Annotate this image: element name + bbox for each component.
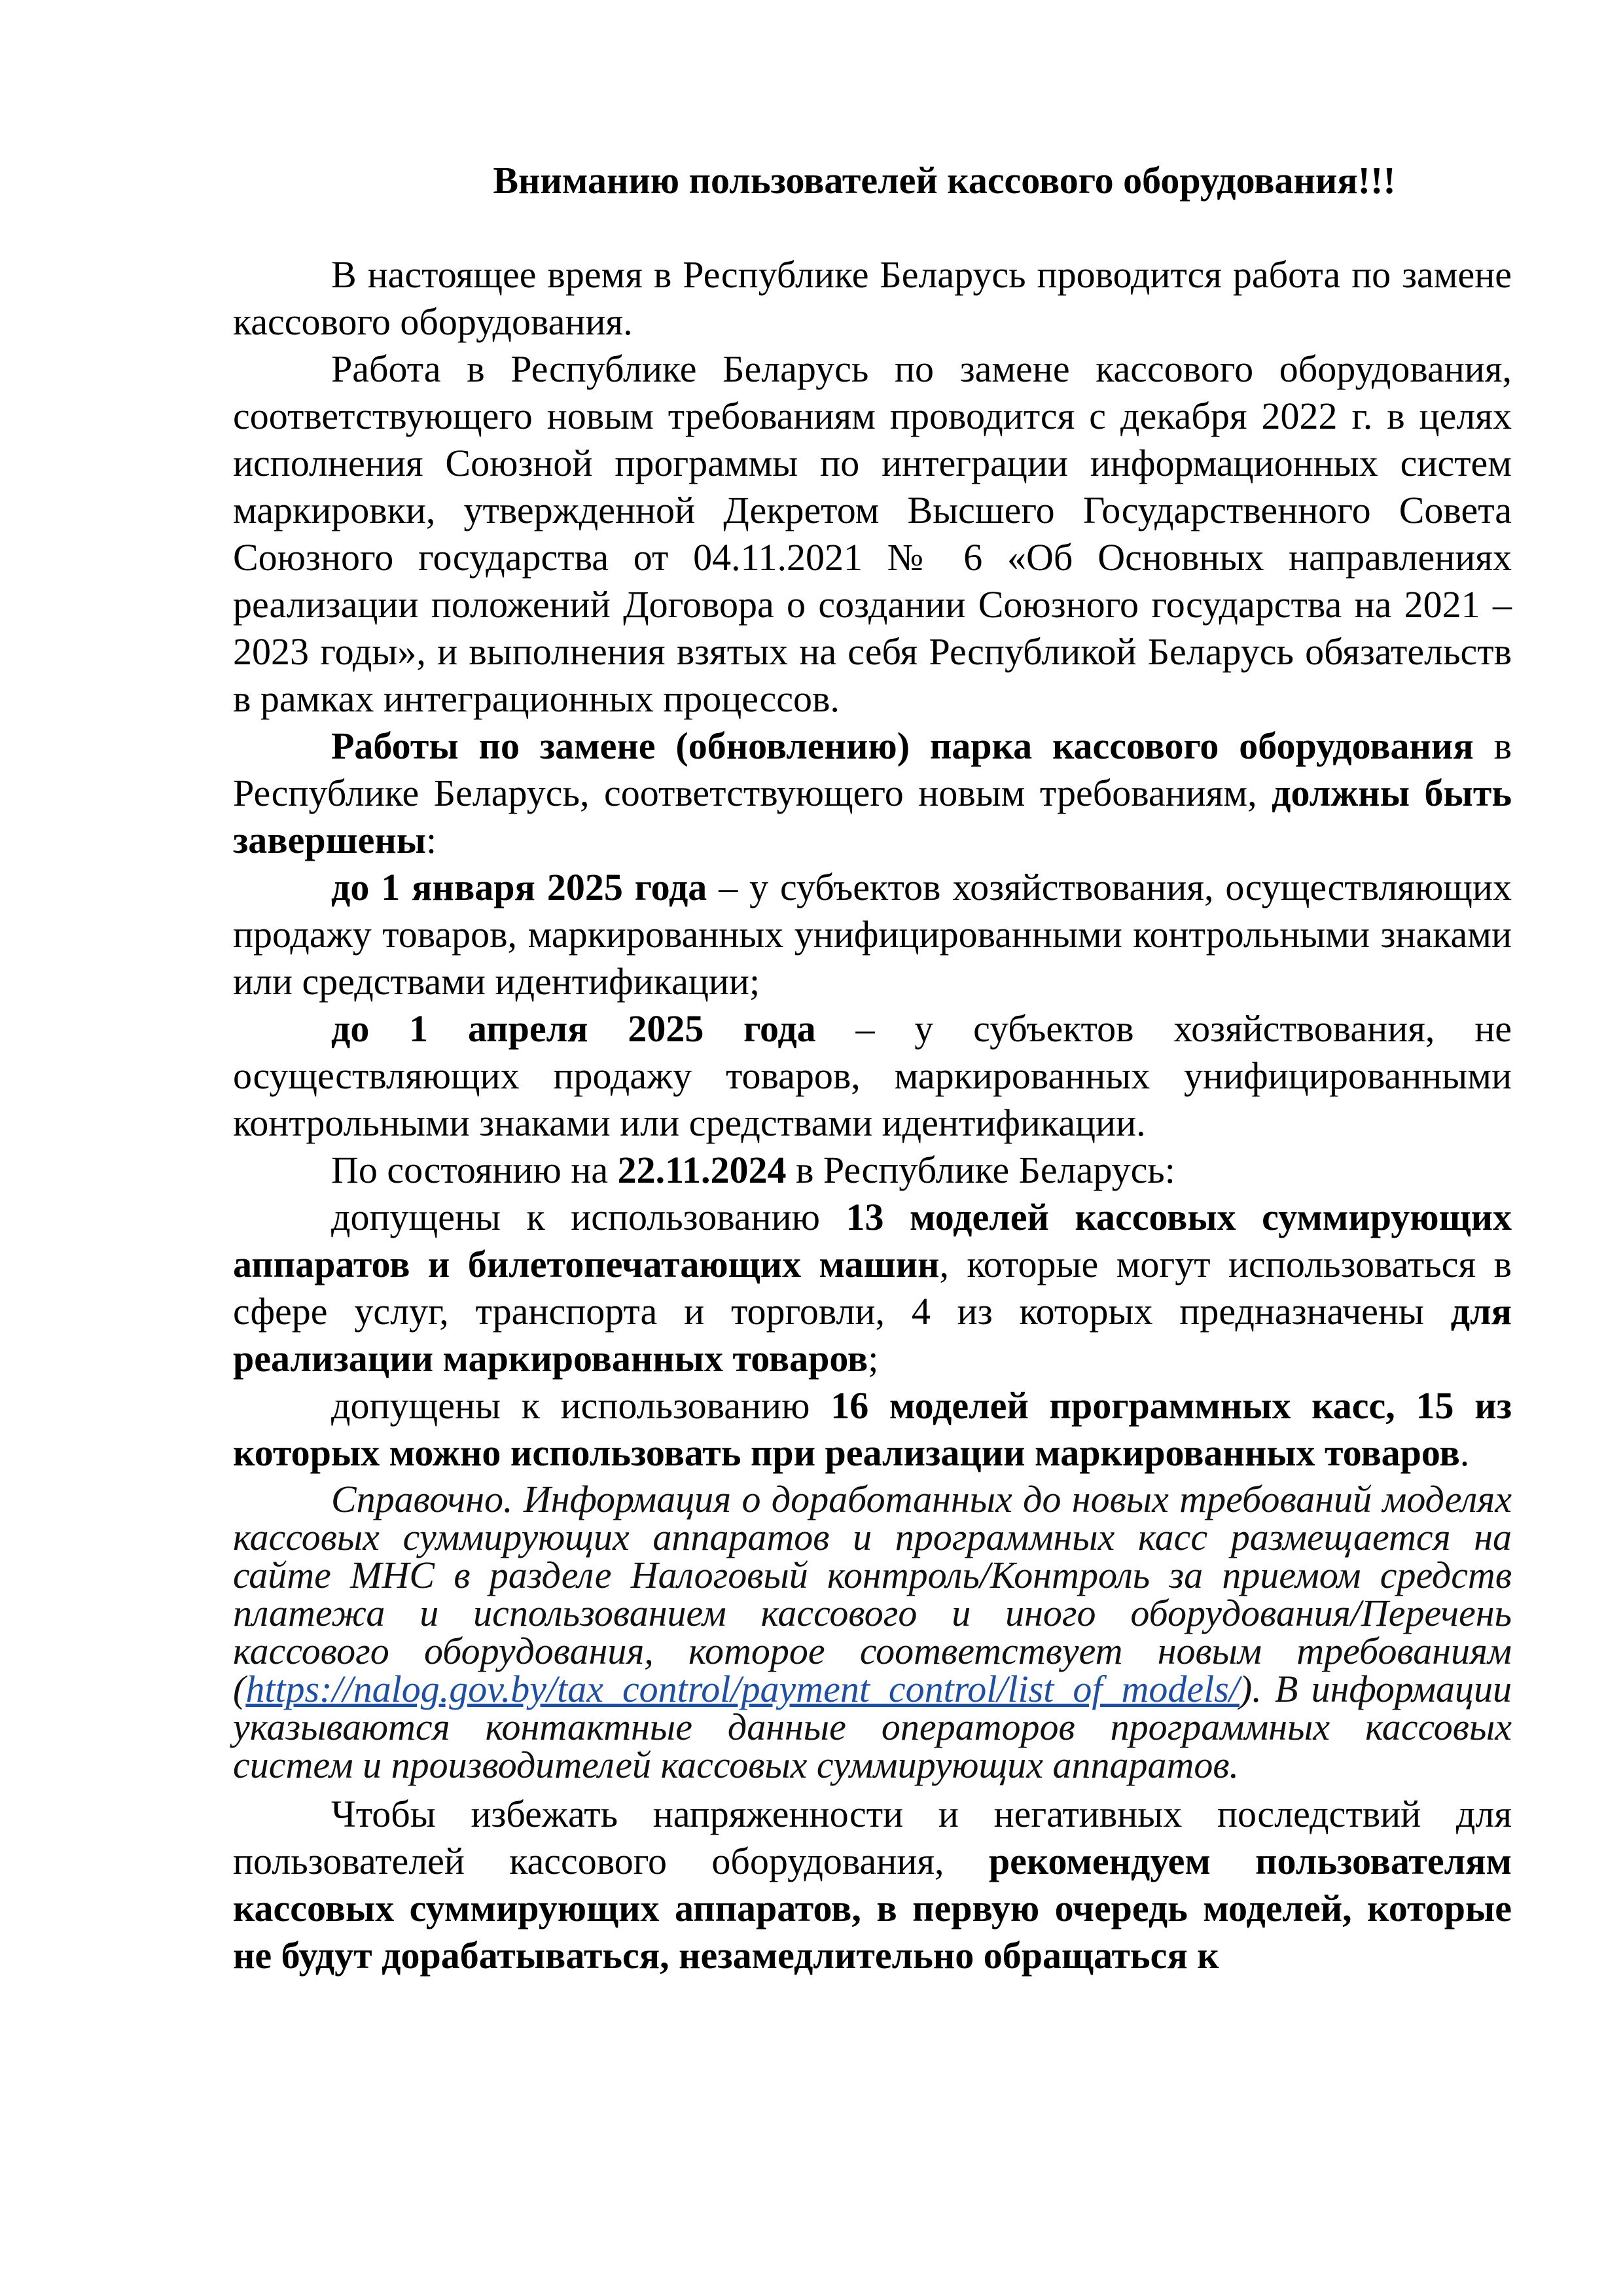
recommendation-bold: рекомендуем пользователям кассовых суммирующих аппаратов, в первую очередь моделей, которые не будут дорабатываться, незамедлительно обращаться к — [233, 1840, 1512, 1977]
reference-note — [233, 1480, 1512, 1784]
document-page — [233, 157, 1512, 1979]
status-date: 22.11.2024 — [617, 1149, 787, 1191]
deadline-apr-text: – у субъектов хозяйствования, не осуществляющих продажу товаров, маркированных унифицированными контрольными знаками или средствами идентификации. — [233, 1007, 1512, 1144]
recommendation-text: Чтобы избежать напряженности и негативных последствий для пользователей кассового оборудования, — [233, 1793, 1512, 1882]
reference-text: Справочно. Информация о доработанных до новых требований моделях кассовых суммирующих аппаратов и программных касс размещается на сайте МНС в разделе Налоговый контроль/Контроль за приемом средств платежа и использованием кассового и иного оборудования/Перечень кассового оборудования, которое соответствует новым требованиям ( — [233, 1478, 1512, 1710]
cash-registers-usage: , которые могут использоваться в сфере услуг, транспорта и торговли, 4 из которых предназначены — [233, 1243, 1512, 1333]
deadline-heading-text: в Республике Беларусь, соответствующего новым требованиям, — [233, 725, 1512, 814]
cash-registers-marked: для реализации маркированных товаров — [233, 1290, 1512, 1380]
deadline-heading-bold: Работы по замене (обновлению) парка кассового оборудования — [331, 725, 1474, 767]
deadline-heading-colon: : — [426, 819, 437, 861]
cash-registers-end: ; — [868, 1337, 879, 1380]
software-cash-end: . — [1459, 1431, 1470, 1474]
document-title: Вниманию пользователей кассового оборудования!!! — [493, 159, 1396, 202]
cash-registers-count: 13 моделей кассовых суммирующих аппаратов и билетопечатающих машин — [233, 1196, 1512, 1285]
models-list-link[interactable]: https://nalog.gov.by/tax_control/payment_control/list_of_models/ — [245, 1668, 1240, 1710]
status-date-prefix: По состоянию на — [331, 1149, 618, 1191]
paragraph-intro: В настоящее время в Республике Беларусь проводится работа по замене кассового оборудования. — [233, 253, 1512, 343]
cash-registers-prefix: допущены к использованию — [331, 1196, 846, 1238]
deadline-jan-text: – у субъектов хозяйствования, осуществляющих продажу товаров, маркированных унифицированными контрольными знаками или средствами идентификации; — [233, 866, 1512, 1003]
software-cash-count: 16 моделей программных касс, 15 из которых можно использовать при реализации маркированных товаров — [233, 1384, 1512, 1474]
deadline-apr-date: до 1 апреля 2025 года — [331, 1007, 816, 1050]
deadline-heading-bold-2: должны быть завершены — [233, 772, 1512, 861]
status-date-suffix: в Республике Беларусь: — [786, 1149, 1175, 1191]
paragraph-deadline-heading — [233, 723, 1512, 864]
paragraph-background: Работа в Республике Беларусь по замене кассового оборудования, соответствующего новым требованиям проводится с декабря 2022 г. в целях исполнения Союзной программы по интеграции информационных систем маркировки, утвержденной Декретом Высшего Государственного Совета Союзного государства от 04.11.2021 № 6 «Об Основных направлениях реализации положений Договора о создании Союзного государства на 2021 – 2023 годы», и выполнения взятых на себя Республикой Беларусь обязательств в рамках интеграционных процессов. — [233, 348, 1512, 720]
paragraph-deadline-jan — [233, 864, 1512, 1005]
reference-text-end: ). В информации указываются контактные данные операторов программных кассовых систем и производителей кассовых суммирующих аппаратов. — [233, 1668, 1512, 1786]
deadline-jan-date: до 1 января 2025 года — [331, 866, 707, 908]
paragraph-cash-registers — [233, 1194, 1512, 1382]
paragraph-status-date — [233, 1147, 1512, 1194]
paragraph-deadline-apr — [233, 1005, 1512, 1147]
paragraph-software-cash — [233, 1382, 1512, 1477]
paragraph-recommendation — [233, 1791, 1512, 1979]
software-cash-prefix: допущены к использованию — [331, 1384, 831, 1427]
